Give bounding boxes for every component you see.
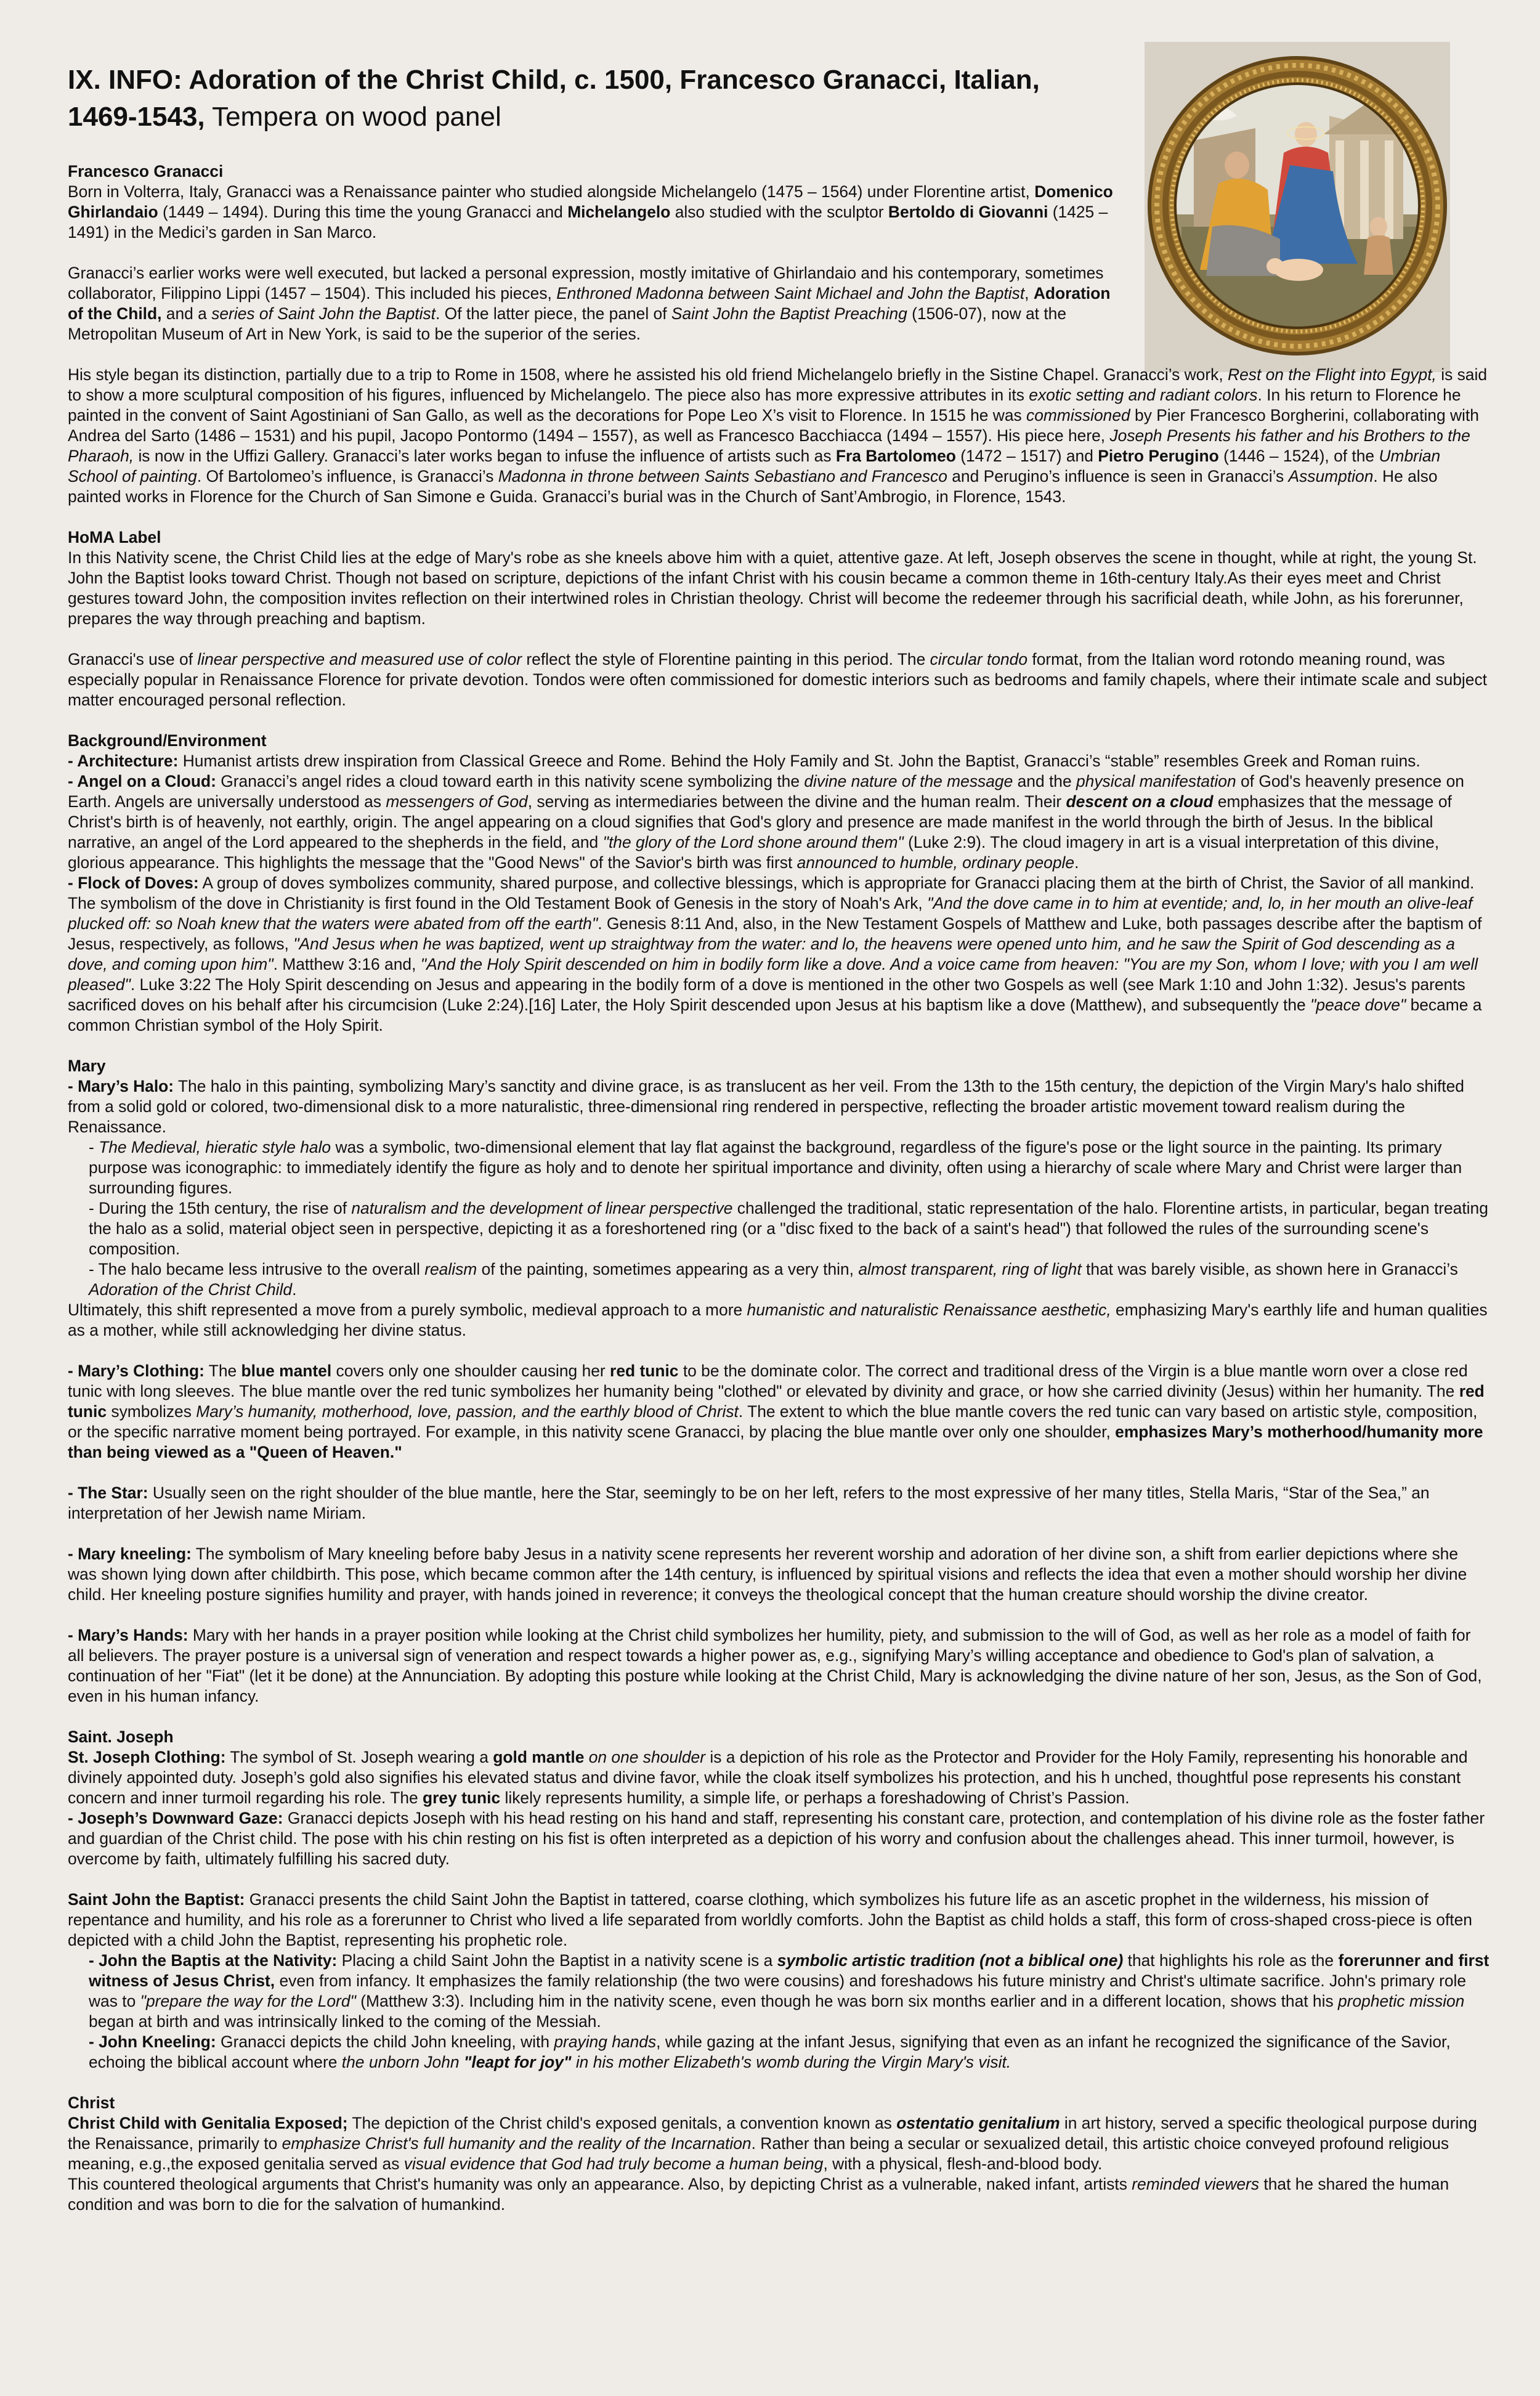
bg-angel-run: emphasizes that the message of Christ's birth is of heavenly, not earthly, origin. The angel appearing on a cloud signifies that God's glory and presence are made manifest in the world through the birth of Jesus. In the biblical narrative, an angel of the Lord appeared to the shepherds in the field, and: [68, 792, 1452, 851]
mary-kneeling-run: The symbolism of Mary kneeling before baby Jesus in a nativity scene represents her reverent worship and adoration of her divine son, a shift from earlier depictions where she was shown lying down after childbirth. This pose, which became common after the 14th century, is influenced by spiritual visions and reflects the idea that even a mother should worship her divine child. Her kneeling posture signifies humility and prayer, with hands joined in reverence; it conveys the theological concept that the human creature should worship the divine creator.: [68, 1545, 1467, 1604]
mary-clothing-run: . The extent to which the blue mantle covers the red tunic can vary based on artistic style, composition, or the specific narrative moment being portrayed. For example, in this nativity scene Granacci, by placing the blue mantle over only one shoulder,: [68, 1402, 1478, 1441]
christ-end-run: This countered theological arguments that Christ's humanity was only an appearance. Also, by depicting Christ as a vulnerable, naked infant, artists: [68, 2175, 1132, 2193]
bg-angel-run: of God's heavenly presence on Earth. Angels are universally understood as: [68, 772, 1464, 811]
mary-clothing-run: covers only one shoulder causing her: [331, 1362, 610, 1380]
mary-clothing-run: symbolizes: [107, 1402, 197, 1421]
bg-angel-run: announced to humble, ordinary people: [796, 853, 1075, 872]
bio-p1-run: Born in Volterra, Italy, Granacci was a Renaissance painter who studied alongside Michelangelo (1475 – 1564) under Florentine artist,: [68, 182, 1035, 201]
bio-p3-run: . Of Bartolomeo’s influence, is Granacci’s: [197, 467, 498, 485]
joseph-clothing-run: [584, 1748, 588, 1766]
bg-architecture-heading: Background/Environment: [68, 731, 267, 750]
bio-p1-heading: Francesco Granacci: [68, 162, 224, 181]
mary-halo-b1-run: was a symbolic, two-dimensional element that lay flat against the background, regardless of the figure's pose or the light source in the painting. Its primary purpose was iconographic: to immediately identify the figure as holy and to denote her spiritual importance and divinity, often using a hierarchy of scale where Mary and Christ were larger than surrounding figures.: [89, 1138, 1462, 1197]
homa-p2-run: linear perspective and measured use of color: [197, 650, 522, 668]
bg-doves-run: A group of doves symbolizes community, shared purpose, and collective blessings, which is appropriate for Granacci placing them at the birth of Christ, the Savior of all mankind. The symbolism of the dove in Christianity is first found in the Old Testament Book of Genesis in the story of Noah's Ark,: [68, 874, 1475, 912]
bio-p2-run: Adoration of the Child,: [68, 284, 1111, 323]
bio-p3-run: exotic setting and radiant colors: [1029, 386, 1258, 404]
joseph-clothing-run: gold mantle: [493, 1748, 585, 1766]
homa-p1-heading: HoMA Label: [68, 528, 161, 546]
john-nativity-run: symbolic artistic tradition (not a biblical one): [777, 1951, 1124, 1970]
mary-kneeling: [68, 1544, 1491, 1605]
mary-halo: [68, 1056, 1491, 1137]
mary-hands-run: Mary with her hands in a prayer position while looking at the Christ child symbolizes her humility, piety, and submission to the will of God, as well as her role as a model of faith for all believers. The prayer posture is a universal sign of veneration and respect towards a higher power as, e.g., signifying Mary’s willing acceptance and obedience to God's plan of salvation, a continuation of her "Fiat" (let it be done) at the Annunciation. By adopting this posture while looking at the Christ Child, Mary is acknowledging the divine nature of her son, Jesus, as the Son of God, even in his human infancy.: [68, 1626, 1482, 1705]
bg-doves-run: "And Jesus when he was baptized, went up straightway from the water: and lo, the heavens were opened unto him, and he saw the Spirit of God descending as a dove, and coming upon him": [68, 935, 1455, 973]
mary-clothing-run: - Mary’s Clothing:: [68, 1362, 205, 1380]
mary-star-run: Usually seen on the right shoulder of the blue mantle, here the Star, seemingly to be on her left, refers to the most expressive of her many titles, Stella Maris, “Star of the Sea,” an interpretation of her Jewish name Miriam.: [68, 1484, 1430, 1522]
bio-p1-run: (1449 – 1494). During this time the young Granacci and: [158, 203, 568, 221]
bg-architecture: [68, 731, 1491, 771]
bio-p2-run: Saint John the Baptist Preaching: [671, 304, 907, 323]
mary-clothing-run: emphasizes Mary’s motherhood/humanity more than being viewed as a "Queen of Heaven.": [68, 1423, 1483, 1461]
john-nativity-run: began at birth and was intrinsically linked to the coming of the Messiah.: [89, 2012, 601, 2031]
john-kneeling-run: - John Kneeling:: [89, 2033, 216, 2051]
mary-halo-b2: [68, 1198, 1491, 1259]
bio-p2-run: . Of the latter piece, the panel of: [436, 304, 671, 323]
mary-halo-b3-run: almost transparent, ring of light: [858, 1260, 1082, 1278]
homa-p2-run: reflect the style of Florentine painting in this period. The: [522, 650, 930, 668]
mary-clothing: [68, 1361, 1491, 1463]
document-title: [68, 62, 1115, 136]
john-nativity: [68, 1951, 1491, 2032]
bio-p1-run: Domenico Ghirlandaio: [68, 182, 1113, 221]
mary-halo-b2-run: - During the 15th century, the rise of: [89, 1199, 352, 1217]
mary-hands-run: - Mary’s Hands:: [68, 1626, 188, 1644]
bg-doves-run: "And the dove came in to him at eventide; and, lo, in her mouth an olive-leaf plucked off: so Noah knew that the waters were abated from off the earth": [68, 894, 1473, 933]
bio-p3-run: (1446 – 1524), of the: [1218, 447, 1379, 465]
mary-halo-end-run: emphasizing Mary's earthly life and human qualities as a mother, while still acknowledging her divine status.: [68, 1301, 1488, 1339]
joseph-gaze: [68, 1808, 1491, 1869]
john-nativity-run: prophetic mission: [1338, 1992, 1465, 2010]
mary-halo-b1: [68, 1137, 1491, 1198]
bio-p3-run: and Perugino’s influence is seen in Granacci’s: [947, 467, 1289, 485]
mary-clothing-run: red tunic: [68, 1382, 1485, 1421]
joseph-clothing: [68, 1727, 1491, 1808]
christ-genitalia-run: , with a physical, flesh-and-blood body.: [823, 2154, 1103, 2173]
bg-architecture-run: - Architecture:: [68, 752, 179, 770]
christ-genitalia-run: Christ Child with Genitalia Exposed;: [68, 2114, 348, 2132]
john-kneeling-run: , while gazing at the infant Jesus, signifying that even as an infant he recognized the significance of the Savior, echoing the biblical account where: [89, 2033, 1451, 2071]
christ-genitalia-run: visual evidence that God had truly become a human being: [403, 2154, 824, 2173]
bg-angel: [68, 771, 1491, 873]
bio-p1: [68, 161, 1115, 243]
mary-star: [68, 1483, 1491, 1524]
christ-genitalia-run: in art history, served a specific theological purpose during the Renaissance, primarily to: [68, 2114, 1477, 2153]
bg-angel-run: , serving as intermediaries between the divine and the human realm. Their: [527, 792, 1066, 811]
john-kneeling-run: the unborn John: [341, 2053, 464, 2071]
mary-star-run: - The Star:: [68, 1484, 148, 1502]
bio-p1-run: Michelangelo: [567, 203, 671, 221]
john-kneeling: [68, 2032, 1491, 2073]
document-body: [68, 161, 1491, 2215]
bio-p3-run: commissioned: [1026, 406, 1130, 424]
john-kneeling-run: "leapt for joy": [463, 2053, 572, 2071]
mary-halo-b3-run: of the painting, sometimes appearing as a very thin,: [477, 1260, 859, 1278]
joseph-gaze-run: - Joseph’s Downward Gaze:: [68, 1809, 283, 1827]
mary-halo-run: The halo in this painting, symbolizing Mary’s sanctity and divine grace, is as translucent as her veil. From the 13th to the 15th century, the depiction of the Virgin Mary's halo shifted from a solid gold or colored, two-dimensional disk to a more naturalistic, three-dimensional ring rendered in perspective, reflecting the broader artistic movement toward realism during the Renaissance.: [68, 1077, 1464, 1136]
mary-halo-b3-run: .: [292, 1280, 297, 1299]
mary-hands: [68, 1625, 1491, 1707]
title-bold: IX. INFO: Adoration of the Christ Child, c. 1500, Francesco Granacci, Italian, 1469-1543,: [68, 65, 1040, 132]
mary-halo-heading: Mary: [68, 1057, 106, 1075]
bg-angel-run: and the: [1013, 772, 1076, 790]
bio-p3-run: Umbrian School of painting: [68, 447, 1441, 485]
christ-genitalia-heading: Christ: [68, 2093, 115, 2112]
john-nativity-run: (Matthew 3:3). Including him in the nativity scene, even though he was born six months earlier and in a different location, shows that his: [355, 1992, 1338, 2010]
john-intro-run: Granacci presents the child Saint John the Baptist in tattered, coarse clothing, which symbolizes his future life as an ascetic prophet in the wilderness, his mission of repentance and humility, and his role as a forerunner to Christ who lived a life separated from worldly comforts. John the Baptist as child holds a staff, this form of cross-shaped cross-piece is often depicted with a child John the Baptist, representing his prophetic role.: [68, 1890, 1472, 1949]
bio-p2-run: (1506-07), now at the Metropolitan Museum of Art in New York, is said to be the superior of the series.: [68, 304, 1067, 343]
bio-p1-run: Bertoldo di Giovanni: [888, 203, 1048, 221]
bg-architecture-run: Humanist artists drew inspiration from Classical Greece and Rome. Behind the Holy Family and St. John the Baptist, Granacci’s “stable” resembles Greek and Roman ruins.: [178, 752, 1420, 770]
mary-halo-run: - Mary’s Halo:: [68, 1077, 174, 1095]
mary-halo-b3-run: - The halo became less intrusive to the overall: [89, 1260, 425, 1278]
bg-angel-run: divine nature of the message: [804, 772, 1013, 790]
bg-angel-run: .: [1074, 853, 1079, 872]
bio-p3-run: (1472 – 1517) and: [955, 447, 1098, 465]
bg-doves-run: . Genesis 8:11 And, also, in the New Testament Gospels of Matthew and Luke, both passages describe after the baptism of Jesus, respectively, as follows,: [68, 914, 1482, 953]
mary-halo-end: [68, 1300, 1491, 1341]
joseph-clothing-run: likely represents humility, a simple life, or perhaps a foreshadowing of Christ’s Passion.: [500, 1789, 1130, 1807]
joseph-clothing-heading: Saint. Joseph: [68, 1728, 174, 1746]
mary-halo-b1-run: -: [89, 1138, 99, 1156]
bio-p2-run: ,: [1024, 284, 1034, 303]
mary-clothing-run: The: [204, 1362, 241, 1380]
bg-angel-run: descent on a cloud: [1066, 792, 1214, 811]
john-nativity-run: even from infancy. It emphasizes the family relationship (the two were cousins) and foreshadows his future ministry and Christ's ultimate sacrifice. John's primary role was to: [89, 1972, 1467, 2010]
christ-genitalia: [68, 2093, 1491, 2174]
homa-p2-run: format, from the Italian word rotondo meaning round, was especially popular in Renaissance Florence for private devotion. Tondos were often commissioned for domestic interiors such as bedrooms and family chapels, where their intimate scale and subject matter encouraged personal reflection.: [68, 650, 1487, 709]
mary-halo-end-run: humanistic and naturalistic Renaissance aesthetic,: [747, 1301, 1111, 1319]
bg-doves-run: became a common Christian symbol of the Holy Spirit.: [68, 996, 1482, 1034]
bio-p3-run: Madonna in throne between Saints Sebastiano and Francesco: [498, 467, 947, 485]
mary-halo-b3-run: realism: [424, 1260, 477, 1278]
mary-clothing-run: to be the dominate color. The correct and traditional dress of the Virgin is a blue mantle worn over a close red tunic with long sleeves. The blue mantle over the red tunic symbolizes her humanity being "clothed" or elevated by divinity and grace, or how she carried divinity (Jesus) within her humanity. The: [68, 1362, 1468, 1400]
joseph-clothing-run: The symbol of St. Joseph wearing a: [225, 1748, 493, 1766]
christ-end: [68, 2174, 1491, 2215]
homa-p1-run: In this Nativity scene, the Christ Child lies at the edge of Mary's robe as she kneels above him with a quiet, attentive gaze. At left, Joseph observes the scene in thought, while at right, the young St. John the Baptist looks toward Christ. Though not based on scripture, depictions of the infant Christ with his cousin became a common theme in 16th-century Italy.As their eyes meet and Christ gestures toward John, the composition invites reflection on their intertwined roles in Christian theology. Christ will become the redeemer through his sacrificial death, while John, as his forerunner, prepares the way through preaching and baptism.: [68, 548, 1477, 628]
bio-p3: [68, 365, 1491, 507]
john-nativity-run: that highlights his role as the: [1123, 1951, 1339, 1970]
bg-doves-run: - Flock of Doves:: [68, 874, 199, 892]
john-nativity-run: - John the Baptis at the Nativity:: [89, 1951, 338, 1970]
christ-genitalia-run: emphasize Christ's full humanity and the reality of the Incarnation: [282, 2134, 752, 2153]
bio-p3-run: Pietro Perugino: [1098, 447, 1219, 465]
mary-clothing-run: blue mantel: [241, 1362, 332, 1380]
bio-p3-run: is said to show a more sculptural composition of his figures, influenced by Michelangelo. The piece also has more expressive attributes in its: [68, 365, 1488, 404]
homa-p2-run: circular tondo: [930, 650, 1028, 668]
christ-end-run: that he shared the human condition and was born to die for the salvation of humankind.: [68, 2175, 1449, 2214]
joseph-gaze-run: Granacci depicts Joseph with his head resting on his hand and staff, representing his constant care, protection, and contemplation of his divine role as the foster father and guardian of the Christ child. The pose with his chin resting on his fist is often interpreted as a depiction of his worry and confusion about the challenges ahead. This inner turmoil, however, is overcome by faith, ultimately fulfilling his sacred duty.: [68, 1809, 1485, 1868]
bio-p3-run: . In his return to Florence he painted in the convent of Saint Agostiniani of San Gallo, as well as the decorations for Pope Leo X’s visit to Florence. In 1515 he was: [68, 386, 1461, 424]
bio-p2-run: and a: [161, 304, 212, 323]
bg-angel-run: "the glory of the Lord shone around them": [602, 833, 904, 851]
bio-p1-run: (1425 – 1491) in the Medici’s garden in San Marco.: [68, 203, 1108, 242]
bio-p3-run: is now in the Uffizi Gallery. Granacci’s later works began to infuse the influence of artists such as: [134, 447, 836, 465]
mary-halo-b2-run: challenged the traditional, static representation of the halo. Florentine artists, in particular, began treating the halo as a solid, material object seen in perspective, depicting it as a foreshortened ring (or a "disc fixed to the back of a saint's head") that followed the rules of the surrounding scene's composition.: [89, 1199, 1488, 1258]
mary-clothing-run: red tunic: [610, 1362, 679, 1380]
john-intro: [68, 1890, 1491, 1951]
bg-doves-run: "peace dove": [1310, 996, 1406, 1014]
john-kneeling-run: Granacci depicts the child John kneeling, with: [216, 2033, 554, 2051]
john-intro-run: Saint John the Baptist:: [68, 1890, 245, 1909]
joseph-clothing-run: is a depiction of his role as the Protector and Provider for the Holy Family, representing his honorable and divinely appointed duty. Joseph’s gold also signifies his elevated status and divine favor, while the cloak itself symbolizes his protection, and his h unched, thoughtful pose represents his constant concern and inner turmoil regarding his role. The: [68, 1748, 1468, 1807]
john-nativity-run: "prepare the way for the Lord": [140, 1992, 356, 2010]
bg-angel-run: - Angel on a Cloud:: [68, 772, 216, 790]
mary-halo-end-run: Ultimately, this shift represented a move from a purely symbolic, medieval approach to a more: [68, 1301, 747, 1319]
bg-angel-run: physical manifestation: [1076, 772, 1236, 790]
bio-p2: [68, 263, 1115, 344]
john-nativity-run: Placing a child Saint John the Baptist in a nativity scene is a: [337, 1951, 777, 1970]
mary-halo-b3-run: that was barely visible, as shown here in Granacci’s: [1081, 1260, 1458, 1278]
christ-genitalia-run: . Rather than being a secular or sexualized detail, this artistic choice conveyed profound religious meaning, e.g.,the exposed genitalia served as: [68, 2134, 1449, 2173]
homa-p2: [68, 649, 1491, 710]
mary-halo-b3: [68, 1259, 1491, 1300]
christ-end-run: reminded viewers: [1132, 2175, 1260, 2193]
bio-p3-run: Rest on the Flight into Egypt,: [1228, 365, 1437, 384]
john-nativity-run: forerunner and first witness of Jesus Christ,: [89, 1951, 1489, 1990]
bg-angel-run: messengers of God: [386, 792, 528, 811]
bio-p3-run: Joseph Presents his father and his Brothers to the Pharaoh,: [68, 426, 1470, 465]
mary-halo-b2-run: naturalism and the development of linear perspective: [351, 1199, 733, 1217]
bg-angel-run: (Luke 2:9). The cloud imagery in art is a visual interpretation of this divine, glorious appearance. This highlights the message that the "Good News" of the Savior's birth was first: [68, 833, 1440, 872]
title-medium: Tempera on wood panel: [205, 102, 501, 132]
christ-genitalia-run: ostentatio genitalium: [896, 2114, 1060, 2132]
bio-p3-run: . He also painted works in Florence for the Church of San Simone e Guida. Granacci’s burial was in the Church of Sant’Ambrogio, in Florence, 1543.: [68, 467, 1438, 506]
homa-p2-run: Granacci's use of: [68, 650, 198, 668]
bg-doves-run: . Matthew 3:16 and,: [273, 955, 421, 973]
joseph-clothing-run: grey tunic: [423, 1789, 501, 1807]
john-kneeling-run: in his mother Elizabeth's womb during the Virgin Mary's visit.: [571, 2053, 1011, 2071]
bio-p1-run: also studied with the sculptor: [670, 203, 888, 221]
joseph-clothing-run: on one shoulder: [588, 1748, 706, 1766]
mary-clothing-run: Mary’s humanity, motherhood, love, passion, and the earthly blood of Christ: [196, 1402, 739, 1421]
bg-angel-run: Granacci’s angel rides a cloud toward earth in this nativity scene symbolizing the: [216, 772, 804, 790]
bg-doves-run: . Luke 3:22 The Holy Spirit descending on Jesus and appearing in the bodily form of a dove is mentioned in the other two Gospels as well (see Mark 1:10 and John 1:32). Jesus's parents sacrificed doves on his behalf after his circumcision (Luke 2:24).[16] Later, the Holy Spirit descended upon Jesus at his baptism like a dove (Matthew), and subsequently the: [68, 975, 1465, 1014]
bio-p2-run: Enthroned Madonna between Saint Michael and John the Baptist: [556, 284, 1025, 303]
john-kneeling-run: praying hands: [554, 2033, 657, 2051]
bio-p3-run: His style began its distinction, partially due to a trip to Rome in 1508, where he assisted his old friend Michelangelo briefly in the Sistine Chapel. Granacci’s work,: [68, 365, 1228, 384]
mary-kneeling-run: - Mary kneeling:: [68, 1545, 192, 1563]
bio-p3-run: by Pier Francesco Borgherini, collaborating with Andrea del Sarto (1486 – 1531) and his pupil, Jacopo Pontormo (1494 – 1557), as well as Francesco Bacchiacca (1494 – 1557). His piece here,: [68, 406, 1479, 445]
bio-p2-run: Granacci’s earlier works were well executed, but lacked a personal expression, mostly imitative of Ghirlandaio and his contemporary, sometimes collaborator, Filippino Lippi (1457 – 1504). This included his pieces,: [68, 264, 1104, 303]
bio-p2-run: series of Saint John the Baptist: [211, 304, 436, 323]
mary-halo-b1-run: The Medieval, hieratic style halo: [99, 1138, 331, 1156]
christ-genitalia-run: The depiction of the Christ child's exposed genitals, a convention known as: [347, 2114, 897, 2132]
homa-p1: [68, 527, 1491, 629]
bg-doves-run: "And the Holy Spirit descended on him in bodily form like a dove. And a voice came from heaven: "You are my Son, whom I love; with you I am well pleased": [68, 955, 1478, 994]
joseph-clothing-run: St. Joseph Clothing:: [68, 1748, 226, 1766]
mary-halo-b3-run: Adoration of the Christ Child: [89, 1280, 293, 1299]
bio-p3-run: Fra Bartolomeo: [835, 447, 956, 465]
bg-doves: [68, 873, 1491, 1036]
bio-p3-run: Assumption: [1288, 467, 1374, 485]
